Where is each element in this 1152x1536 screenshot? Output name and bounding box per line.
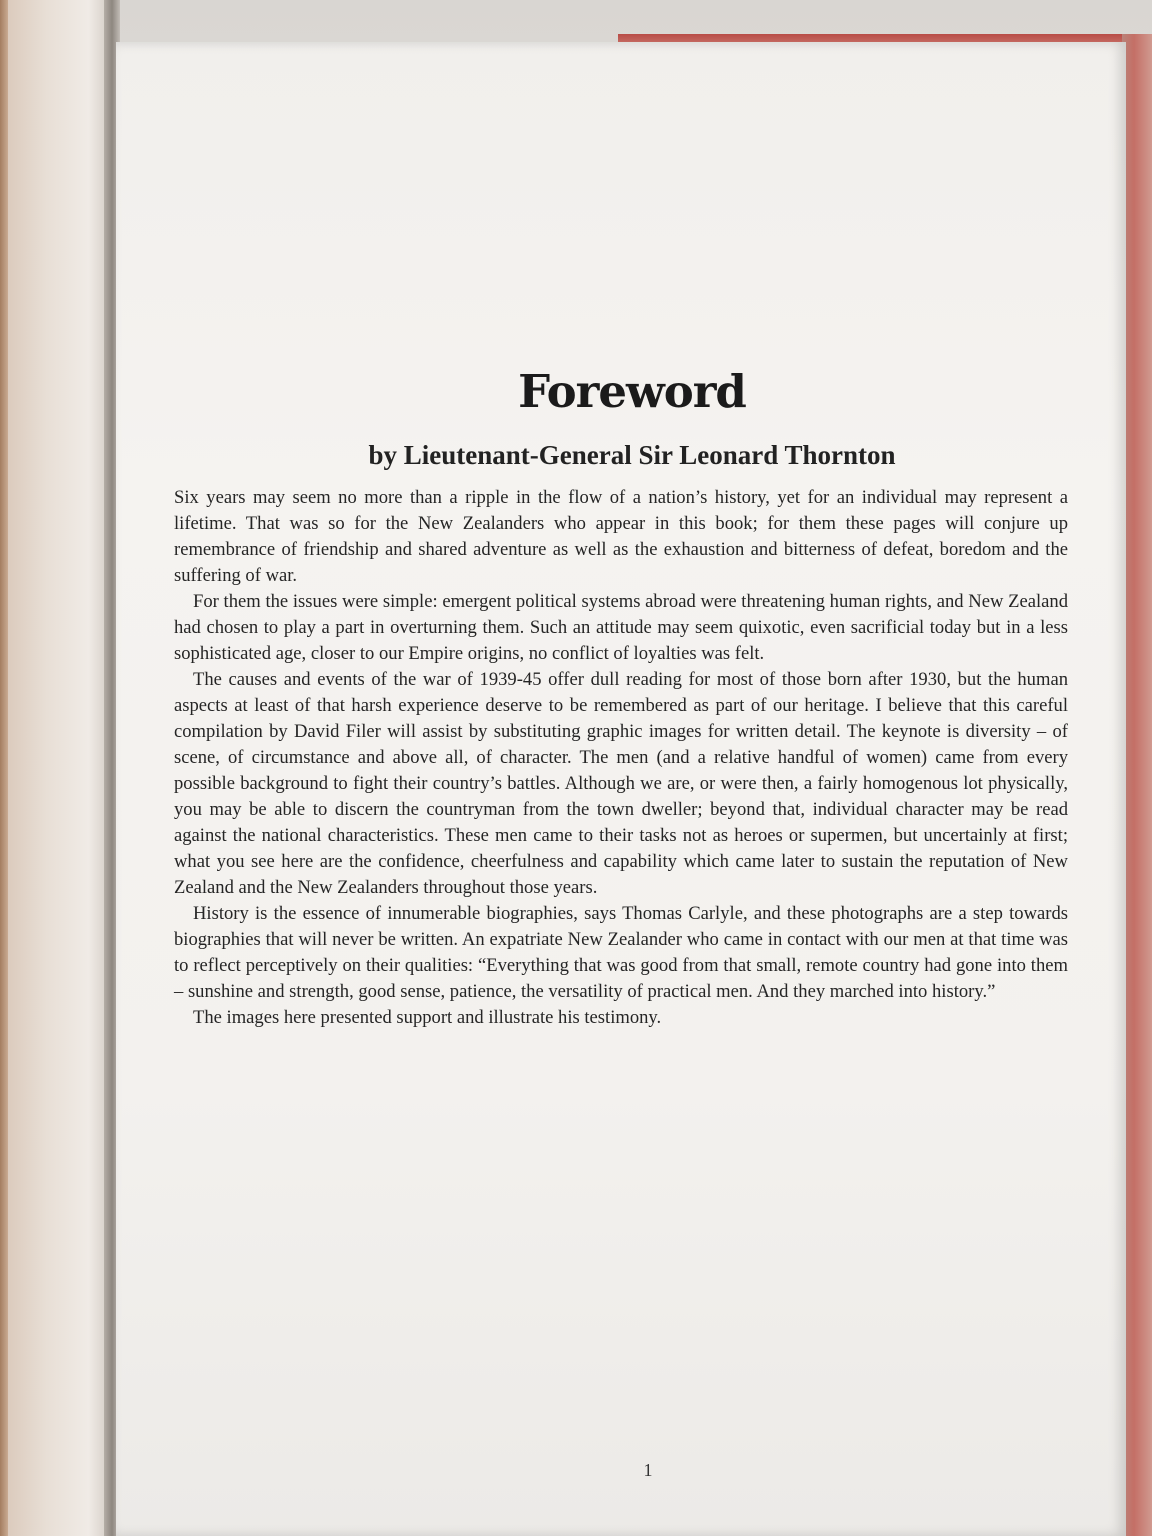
page-number: 1 — [643, 1460, 653, 1480]
paragraph-3: The causes and events of the war of 1939-45 offer dull reading for most of those born after 1930, but the human aspects at least of that harsh experience deserve to be remembered as part of our heritage. I believe that this careful compilation by David Filer will assist by substituting graphic images for written detail. The keynote is diversity – of scene, of circumstance and above all, of character. The men (and a relative handful of women) came from every possible background to fight their country’s battles. Although we are, or were then, a fairly homogenous lot physically, you may be able to discern the countryman from the town dweller; beyond that, individual character may be read against the national characteristics. These men came to their tasks not as heroes or supermen, but uncertainly at first; what you see here are the confidence, cheerfulness and capability which came later to sustain the reputation of New Zealand and the New Zealanders throughout those years. — [174, 669, 1068, 898]
foreword-page — [116, 42, 1126, 1536]
page-title: Foreword — [518, 365, 746, 418]
foreword-body — [174, 485, 1068, 1031]
cover-right-edge — [1122, 34, 1152, 1536]
paragraph-2: For them the issues were simple: emergent political systems abroad were threatening human rights, and New Zealand had chosen to play a part in overturning them. Such an attitude may seem quixotic, even sacrificial today but in a less sophisticated age, closer to our Empire origins, no conflict of loyalties was felt. — [174, 591, 1068, 664]
paragraph-5: The images here presented support and illustrate his testimony. — [193, 1007, 662, 1028]
paragraph-1: Six years may seem no more than a ripple in the flow of a nation’s history, yet for an individual may represent a lifetime. That was so for the New Zealanders who appear in this book; for them these pages will conjure up remembrance of friendship and shared adventure as well as the exhaustion and bitterness of defeat, boredom and the suffering of war. — [174, 487, 1068, 586]
left-cover-edge — [0, 0, 8, 1536]
author-byline: by Lieutenant-General Sir Leonard Thornton — [368, 440, 896, 470]
left-page — [0, 0, 118, 1536]
paragraph-4: History is the essence of innumerable biographies, says Thomas Carlyle, and these photographs are a step towards biographies that will never be written. An expatriate New Zealander who came in contact with our men at that time was to reflect perceptively on their qualities: “Everything that was good from that small, remote country had gone into them – sunshine and strength, good sense, patience, the versatility of practical men. And they marched into history.” — [174, 903, 1068, 1002]
